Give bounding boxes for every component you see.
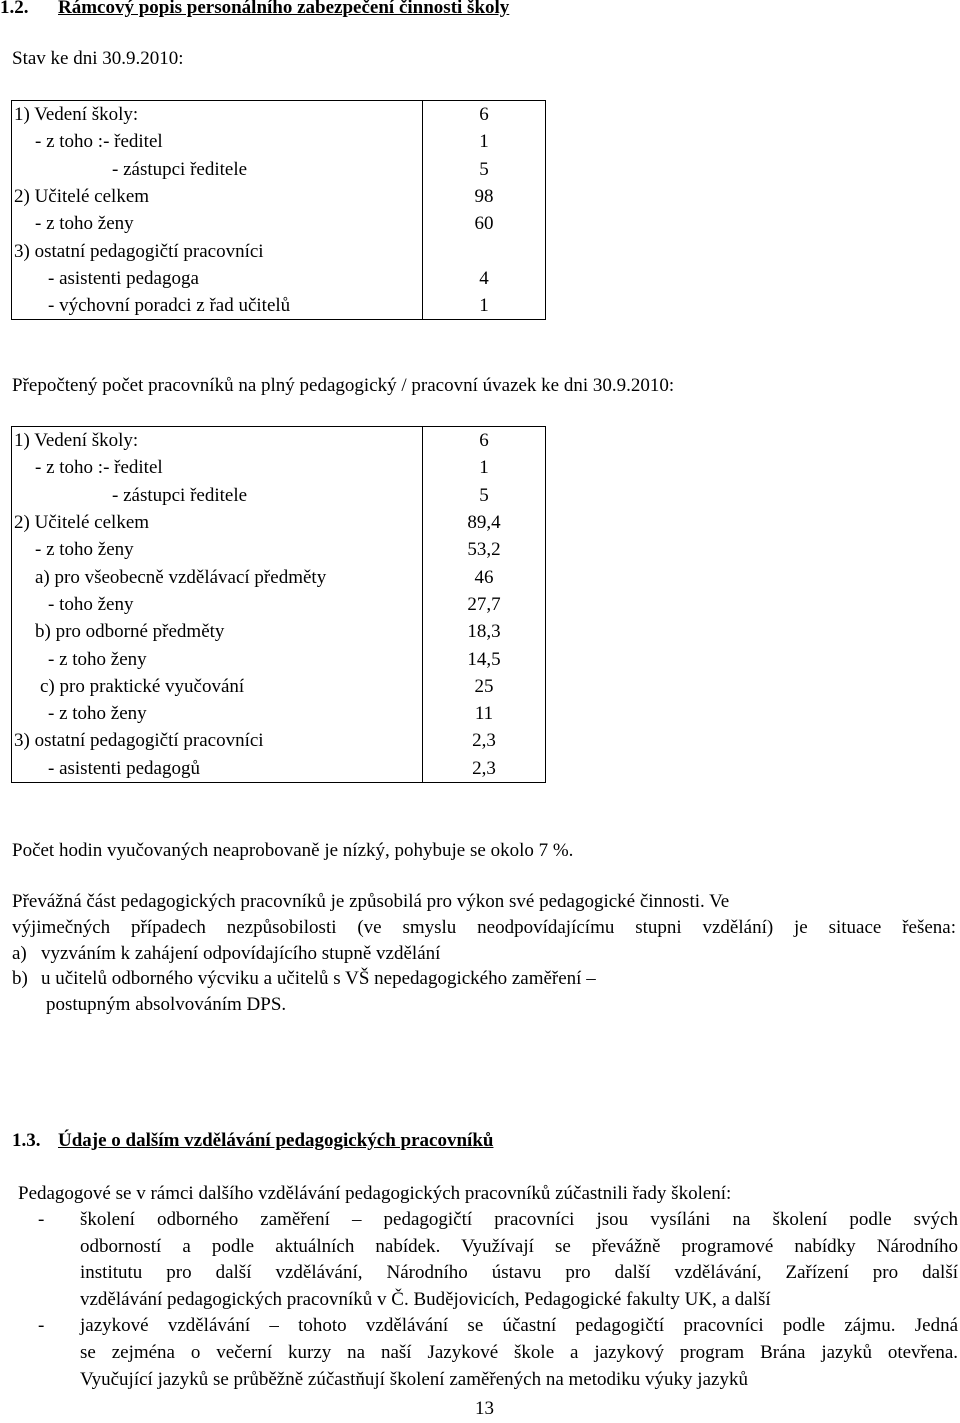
row-label: - z toho ženy <box>12 645 423 672</box>
row-value: 2,3 <box>472 757 496 779</box>
table-row <box>12 509 546 536</box>
section-title: Údaje o dalším vzdělávání pedagogických pracovníků <box>58 1130 494 1151</box>
row-label: - z toho :- ředitel <box>12 454 423 481</box>
list-item-continuation: postupným absolvováním DPS. <box>46 994 287 1016</box>
table-row <box>12 128 546 155</box>
table-row <box>12 755 546 783</box>
row-label: - toho ženy <box>12 591 423 618</box>
row-label: 2) Učitelé celkem <box>12 183 423 210</box>
table-row <box>12 673 546 700</box>
table-row <box>12 265 546 292</box>
row-label: - výchovní poradci z řad učitelů <box>12 292 423 320</box>
list-marker: a) <box>12 942 27 964</box>
table-row <box>12 727 546 754</box>
row-value: 25 <box>474 675 494 697</box>
qualification-paragraph <box>12 889 956 1018</box>
row-value: 60 <box>474 213 494 235</box>
row-value: 14,5 <box>467 648 501 670</box>
table1-caption: Stav ke dni 30.9.2010: <box>12 48 184 69</box>
list-line: jazykové vzdělávání – tohoto vzdělávání se účastní pedagogičtí pracovníci podle zájmu. Jedná <box>80 1315 958 1337</box>
staff-table <box>11 100 546 320</box>
row-label: c) pro praktické vyučování <box>12 673 423 700</box>
section-title: Rámcový popis personálního zabezpečení činnosti školy <box>58 0 510 18</box>
table-row <box>12 292 546 320</box>
section-number: 1.2. <box>0 0 29 18</box>
row-value: 1 <box>479 131 489 153</box>
row-value: 27,7 <box>467 593 501 615</box>
row-label: - asistenti pedagoga <box>12 265 423 292</box>
row-value: 4 <box>479 267 489 289</box>
row-label: 1) Vedení školy: <box>12 427 423 455</box>
table-row <box>12 536 546 563</box>
row-value: 53,2 <box>467 539 501 561</box>
table-row <box>12 618 546 645</box>
row-label: - z toho ženy <box>12 536 423 563</box>
section-heading-1-3 <box>12 1130 493 1152</box>
row-value: 98 <box>474 186 494 208</box>
dash-marker: - <box>38 1209 45 1230</box>
row-value: 5 <box>479 484 489 506</box>
table-row <box>12 454 546 481</box>
row-label: 3) ostatní pedagogičtí pracovníci <box>12 237 423 264</box>
list-item <box>12 941 956 967</box>
row-label: - z toho :- ředitel <box>12 128 423 155</box>
table-row <box>12 210 546 237</box>
list-line: vzdělávání pedagogických pracovníků v Č. Budějovicích, Pedagogické fakulty UK, a další <box>80 1288 771 1310</box>
table-row <box>12 156 546 183</box>
table-row <box>12 591 546 618</box>
list-line: odborností a podle aktuálních nabídek. Využívají se převážně programové nabídky Národního <box>80 1235 958 1257</box>
education-intro: Pedagogové se v rámci dalšího vzdělávání pedagogických pracovníků zúčastnili řady školení: <box>18 1183 732 1204</box>
row-label: 3) ostatní pedagogičtí pracovníci <box>12 727 423 754</box>
row-value: 46 <box>474 566 494 588</box>
list-item <box>18 1207 958 1313</box>
row-value: 1 <box>479 295 489 317</box>
table-row <box>12 482 546 509</box>
dash-marker: - <box>38 1315 45 1337</box>
row-label: - zástupci ředitele <box>12 482 423 509</box>
row-value: 5 <box>479 158 489 180</box>
page-number: 13 <box>475 1398 494 1419</box>
row-label: 2) Učitelé celkem <box>12 509 423 536</box>
row-label: - z toho ženy <box>12 210 423 237</box>
list-line: školení odborného zaměření – pedagogičtí pracovníci jsou vysíláni na školení podle svých <box>80 1209 958 1230</box>
list-text: u učitelů odborného výcviku a učitelů s VŠ nepedagogického zaměření – <box>41 968 596 990</box>
row-value: 6 <box>479 430 489 452</box>
row-label: - z toho ženy <box>12 700 423 727</box>
section-heading-1-2 <box>0 0 509 19</box>
table-row <box>12 427 546 455</box>
list-marker: b) <box>12 968 28 990</box>
row-value: 2,3 <box>472 730 496 752</box>
row-value: 18,3 <box>467 621 501 643</box>
fte-table <box>11 426 546 783</box>
paragraph-line: Převážná část pedagogických pracovníků je způsobilá pro výkon své pedagogické činnosti. Ve <box>12 891 730 912</box>
table-row <box>12 101 546 129</box>
note-hours: Počet hodin vyučovaných neaprobovaně je nízký, pohybuje se okolo 7 %. <box>12 840 574 861</box>
table-row <box>12 183 546 210</box>
table-row <box>12 645 546 672</box>
row-label: b) pro odborné předměty <box>12 618 423 645</box>
list-item <box>18 1313 958 1393</box>
row-label: a) pro všeobecně vzdělávací předměty <box>12 563 423 590</box>
list-line: institutu pro další vzdělávání, Národního ústavu pro další vzdělávání, Zařízení pro další <box>80 1262 958 1284</box>
list-line: Vyučující jazyků se průběžně zúčastňují školení zaměřených na metodiku výuky jazyků <box>80 1368 748 1390</box>
section-number: 1.3. <box>12 1130 41 1151</box>
list-line: se zejména o večerní kurzy na naší Jazykové škole a jazykový program Brána jazyků otevřena. <box>80 1341 958 1363</box>
row-value: 11 <box>474 703 494 725</box>
row-value: 89,4 <box>467 512 501 534</box>
paragraph-line: výjimečných případech nezpůsobilosti (ve smyslu neodpovídajícímu stupni vzdělání) je situace řešena: <box>12 916 956 938</box>
table-row <box>12 237 546 264</box>
row-value: 1 <box>479 457 489 479</box>
list-text: vyzváním k zahájení odpovídajícího stupně vzdělání <box>41 942 441 964</box>
list-item <box>12 966 956 992</box>
row-value: 6 <box>479 104 489 126</box>
row-value <box>423 237 546 264</box>
row-label: - asistenti pedagogů <box>12 755 423 783</box>
row-label: 1) Vedení školy: <box>12 101 423 129</box>
table-row <box>12 563 546 590</box>
table-row <box>12 700 546 727</box>
row-label: - zástupci ředitele <box>12 156 423 183</box>
education-list <box>18 1207 958 1393</box>
table2-caption: Přepočtený počet pracovníků na plný pedagogický / pracovní úvazek ke dni 30.9.2010: <box>12 375 675 396</box>
